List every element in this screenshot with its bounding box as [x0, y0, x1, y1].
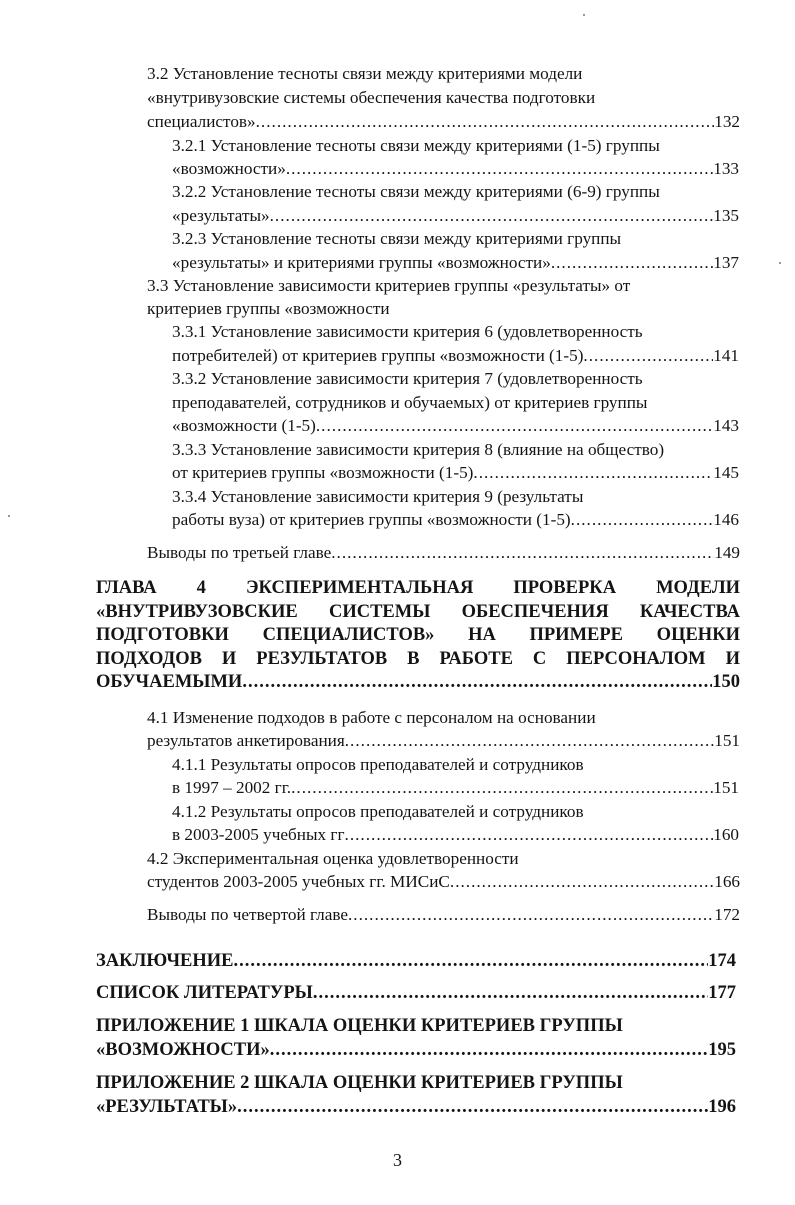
toc-3-3-3-line1: 3.3.3 Установление зависимости критерия 8 (влияние на общество): [172, 440, 665, 459]
toc-references-title: СПИСОК ЛИТЕРАТУРЫ: [96, 983, 313, 1003]
toc-3-3-line2: критериев группы «возможности: [147, 299, 390, 318]
toc-3-3-2-line1: 3.3.2 Установление зависимости критерия 7 (удовлетворенность: [172, 369, 643, 388]
toc-references-entry[interactable]: [96, 983, 736, 1003]
toc-3-2-entry[interactable]: [147, 112, 740, 132]
toc-4-1-1-line2: в 1997 – 2002 гг.: [172, 778, 292, 797]
chapter-4-line3: ПОДГОТОВКИ СПЕЦИАЛИСТОВ» НА ПРИМЕРЕ ОЦЕНКИ: [96, 625, 740, 646]
leader-dots: [450, 872, 714, 892]
toc-3-3-4-page: 146: [713, 510, 739, 529]
leader-dots: [571, 510, 714, 530]
toc-appendix-1-entry[interactable]: [96, 1040, 736, 1060]
leader-dots: [331, 543, 714, 563]
leader-dots: [242, 671, 712, 695]
toc-appendix-2-line2: «РЕЗУЛЬТАТЫ»: [96, 1097, 238, 1117]
toc-3-2-3-line1: 3.2.3 Установление тесноты связи между критериями группы: [172, 229, 622, 248]
toc-4-1-2-entry[interactable]: [172, 825, 739, 845]
page-number: 3: [393, 1150, 402, 1170]
chapter-4-entry: [96, 671, 740, 695]
toc-4-1-2-line2: в 2003-2005 учебных гг: [172, 825, 345, 844]
toc-3-3-3-page: 145: [713, 463, 739, 482]
toc-4-1-page: 151: [714, 731, 740, 750]
toc-4-2-entry[interactable]: [147, 872, 740, 892]
leader-dots: [316, 416, 713, 436]
toc-3-3-1-page: 141: [713, 346, 739, 365]
toc-4-1-1-line1: 4.1.1 Результаты опросов преподавателей и сотрудников: [172, 755, 584, 774]
toc-4-1-2-line1: 4.1.2 Результаты опросов преподавателей и сотрудников: [172, 802, 584, 821]
toc-3-3-1-entry[interactable]: [172, 346, 739, 366]
toc-conclusion-title: ЗАКЛЮЧЕНИЕ: [96, 951, 234, 971]
toc-3-2-page: 132: [714, 112, 740, 131]
toc-chapter-4[interactable]: [96, 577, 740, 695]
toc-conclusions-ch3-title: Выводы по третьей главе: [147, 543, 332, 562]
scan-speck: [8, 515, 10, 517]
toc-4-1-line2: результатов анкетирования: [147, 731, 345, 750]
leader-dots: [345, 731, 714, 751]
toc-references-page: 177: [708, 983, 736, 1003]
toc-3-2-3-entry[interactable]: [172, 253, 739, 273]
toc-conclusions-ch4-title: Выводы по четвертой главе: [147, 905, 348, 924]
toc-conclusion-page: 174: [708, 951, 736, 971]
toc-3-3-3-line2: от критериев группы «возможности (1-5): [172, 463, 474, 482]
toc-conclusions-ch4-entry[interactable]: [147, 905, 740, 925]
toc-appendix-1-line2: «ВОЗМОЖНОСТИ»: [96, 1040, 270, 1060]
toc-3-3-2-line2: преподавателей, сотрудников и обучаемых) от критериев группы: [172, 393, 648, 412]
leader-dots: [473, 463, 713, 483]
toc-3-2-2-line1: 3.2.2 Установление тесноты связи между критериями (6-9) группы: [172, 182, 660, 201]
toc-3-3-2-page: 143: [713, 416, 739, 435]
toc-3-2-1-line2: «возможности»: [172, 159, 286, 178]
toc-3-3-4-entry[interactable]: [172, 510, 739, 530]
toc-3-2-2-page: 135: [713, 206, 739, 225]
toc-conclusion-entry[interactable]: [96, 951, 736, 971]
leader-dots: [237, 1097, 708, 1117]
toc-4-2-line1: 4.2 Экспериментальная оценка удовлетворенности: [147, 849, 519, 868]
scan-speck: [779, 262, 781, 264]
toc-4-2-line2: студентов 2003-2005 учебных гг. МИСиС: [147, 872, 450, 891]
leader-dots: [583, 346, 713, 366]
chapter-4-line5: ОБУЧАЕМЫМИ: [96, 672, 243, 693]
toc-appendix-2-page: 196: [708, 1097, 736, 1117]
leader-dots: [345, 825, 714, 845]
leader-dots: [256, 112, 715, 132]
leader-dots: [286, 159, 713, 179]
toc-3-3-1-line2: потребителей) от критериев группы «возможности (1-5): [172, 346, 584, 365]
toc-3-2-2-entry[interactable]: [172, 206, 739, 226]
toc-4-2-page: 166: [714, 872, 740, 891]
toc-4-1-1-entry[interactable]: [172, 778, 739, 798]
toc-conclusions-ch3-page: 149: [714, 543, 740, 562]
toc-appendix-1-line1[interactable]: ПРИЛОЖЕНИЕ 1 ШКАЛА ОЦЕНКИ КРИТЕРИЕВ ГРУППЫ: [96, 1016, 623, 1036]
toc-conclusions-ch3-entry[interactable]: [147, 543, 740, 563]
toc-4-1-entry[interactable]: [147, 731, 740, 751]
toc-3-2-1-line1: 3.2.1 Установление тесноты связи между критериями (1-5) группы: [172, 136, 660, 155]
toc-4-1-line1: 4.1 Изменение подходов в работе с персоналом на основании: [147, 708, 596, 727]
toc-3-3-2-entry[interactable]: [172, 416, 739, 436]
leader-dots: [313, 983, 708, 1003]
leader-dots: [348, 905, 714, 925]
chapter-4-line4: ПОДХОДОВ И РЕЗУЛЬТАТОВ В РАБОТЕ С ПЕРСОНАЛОМ И: [96, 648, 740, 669]
toc-3-2-2-line2: «результаты»: [172, 206, 270, 225]
toc-4-1-2-page: 160: [713, 825, 739, 844]
toc-3-3-3-entry[interactable]: [172, 463, 739, 483]
leader-dots: [270, 206, 714, 226]
toc-3-2-3-line2: «результаты» и критериями группы «возможности»: [172, 253, 551, 272]
leader-dots: [234, 951, 709, 971]
chapter-4-line2: «ВНУТРИВУЗОВСКИЕ СИСТЕМЫ ОБЕСПЕЧЕНИЯ КАЧЕСТВА: [96, 601, 740, 622]
toc-appendix-1-page: 195: [708, 1040, 736, 1060]
toc-3-3-2-line3: «возможности (1-5): [172, 416, 316, 435]
toc-4-1-1-page: 151: [713, 778, 739, 797]
toc-appendix-2-entry[interactable]: [96, 1097, 736, 1117]
toc-3-2-line3: специалистов»: [147, 112, 256, 131]
toc-3-3-line1[interactable]: 3.3 Установление зависимости критериев группы «результаты» от: [147, 276, 631, 295]
toc-appendix-2-line1[interactable]: ПРИЛОЖЕНИЕ 2 ШКАЛА ОЦЕНКИ КРИТЕРИЕВ ГРУППЫ: [96, 1073, 623, 1093]
leader-dots: [270, 1040, 708, 1060]
toc-3-2-line2: «внутривузовские системы обеспечения качества подготовки: [147, 88, 596, 107]
toc-3-3-4-line1: 3.3.4 Установление зависимости критерия 9 (результаты: [172, 487, 584, 506]
toc-3-3-4-line2: работы вуза) от критериев группы «возможности (1-5): [172, 510, 571, 529]
chapter-4-page: 150: [712, 672, 740, 693]
toc-3-2-1-page: 133: [713, 159, 739, 178]
toc-3-2-line1: 3.2 Установление тесноты связи между критериями модели: [147, 64, 583, 83]
chapter-4-line1: ГЛАВА 4 ЭКСПЕРИМЕНТАЛЬНАЯ ПРОВЕРКА МОДЕЛИ: [96, 578, 740, 598]
toc-3-2-3-page: 137: [713, 253, 739, 272]
scan-speck: [583, 14, 585, 16]
leader-dots: [291, 778, 713, 798]
toc-3-3-1-line1: 3.3.1 Установление зависимости критерия 6 (удовлетворенность: [172, 322, 643, 341]
toc-conclusions-ch4-page: 172: [714, 905, 740, 924]
toc-3-2-1-entry[interactable]: [172, 159, 739, 179]
leader-dots: [551, 253, 713, 273]
